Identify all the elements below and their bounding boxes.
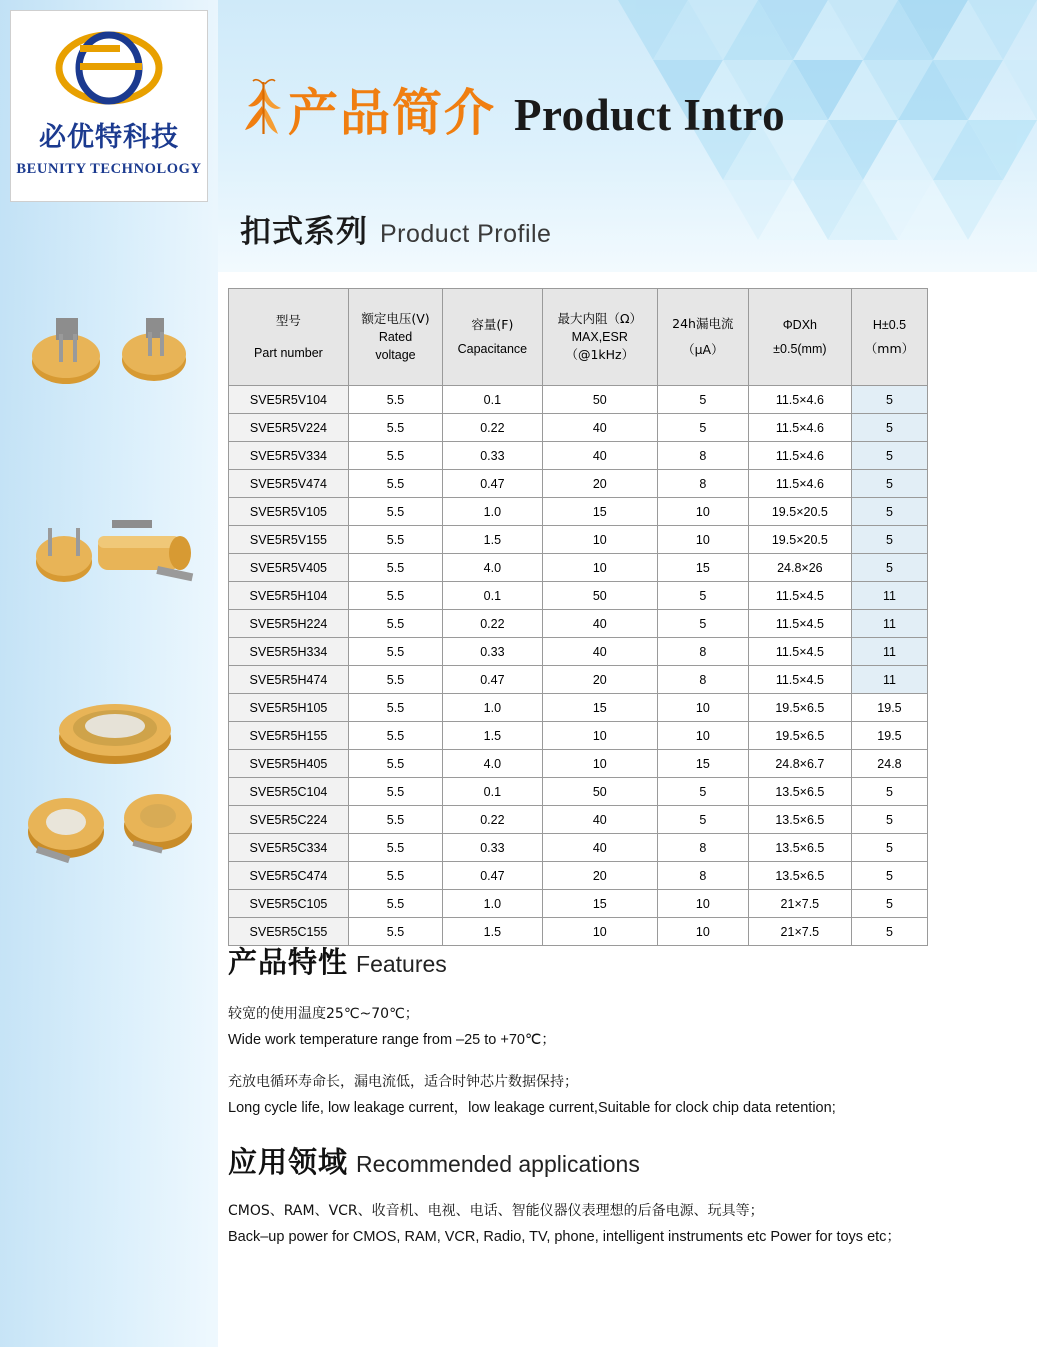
cell-esr: 15	[542, 890, 657, 918]
cell-leakage: 8	[657, 834, 748, 862]
cell-capacitance: 0.22	[443, 806, 543, 834]
cell-esr: 10	[542, 918, 657, 946]
table-row	[229, 638, 928, 666]
table-row	[229, 778, 928, 806]
cell-part-number: SVE5R5H155	[229, 722, 349, 750]
cell-dxh: 21×7.5	[748, 890, 851, 918]
col-leakage-current: 24h漏电流 （μA）	[657, 289, 748, 386]
cell-height: 5	[851, 442, 927, 470]
table-row	[229, 470, 928, 498]
applications-heading	[228, 1140, 640, 1181]
cell-voltage: 5.5	[348, 470, 442, 498]
logo-chinese-name: 必优特科技	[39, 122, 179, 153]
cell-esr: 50	[542, 582, 657, 610]
spec-table-header-row	[229, 289, 928, 386]
cell-esr: 15	[542, 498, 657, 526]
cell-part-number: SVE5R5C334	[229, 834, 349, 862]
cell-voltage: 5.5	[348, 414, 442, 442]
cell-capacitance: 0.47	[443, 862, 543, 890]
spec-table-body	[229, 386, 928, 946]
cell-capacitance: 0.47	[443, 666, 543, 694]
cell-capacitance: 4.0	[443, 750, 543, 778]
cell-voltage: 5.5	[348, 638, 442, 666]
cell-height: 5	[851, 806, 927, 834]
cell-height: 5	[851, 554, 927, 582]
cell-leakage: 15	[657, 750, 748, 778]
applications-line1-chinese: CMOS、RAM、VCR、收音机、电视、电话、智能仪器仪表理想的后备电源、玩具等；	[228, 1203, 764, 1219]
cell-height: 5	[851, 778, 927, 806]
cell-dxh: 19.5×6.5	[748, 722, 851, 750]
cell-voltage: 5.5	[348, 750, 442, 778]
cell-esr: 10	[542, 750, 657, 778]
cell-leakage: 8	[657, 442, 748, 470]
cell-leakage: 10	[657, 526, 748, 554]
cell-part-number: SVE5R5H104	[229, 582, 349, 610]
cell-dxh: 19.5×6.5	[748, 694, 851, 722]
cell-height: 11	[851, 666, 927, 694]
features-line2-chinese: 充放电循环寿命长，漏电流低，适合时钟芯片数据保持；	[228, 1074, 578, 1090]
left-decorative-band	[0, 0, 218, 1347]
cell-esr: 40	[542, 638, 657, 666]
cell-voltage: 5.5	[348, 610, 442, 638]
cell-voltage: 5.5	[348, 526, 442, 554]
table-row	[229, 666, 928, 694]
cell-part-number: SVE5R5V224	[229, 414, 349, 442]
cell-esr: 10	[542, 554, 657, 582]
cell-height: 5	[851, 918, 927, 946]
cell-dxh: 24.8×26	[748, 554, 851, 582]
table-row	[229, 834, 928, 862]
cell-voltage: 5.5	[348, 442, 442, 470]
cell-height: 5	[851, 386, 927, 414]
table-row	[229, 750, 928, 778]
cell-voltage: 5.5	[348, 862, 442, 890]
product-photo-coin-cell-horizontal	[12, 500, 217, 605]
cell-voltage: 5.5	[348, 386, 442, 414]
col-diameter-height: ΦDXh ±0.5(mm)	[748, 289, 851, 386]
features-line2-english: Long cycle life, low leakage current，low leakage current,Suitable for clock chip data retention;	[228, 1100, 836, 1116]
cell-height: 19.5	[851, 722, 927, 750]
cell-height: 5	[851, 526, 927, 554]
cell-dxh: 11.5×4.5	[748, 582, 851, 610]
cell-leakage: 8	[657, 666, 748, 694]
cell-height: 11	[851, 582, 927, 610]
table-row	[229, 526, 928, 554]
cell-voltage: 5.5	[348, 834, 442, 862]
cell-esr: 40	[542, 442, 657, 470]
product-photo-top-view	[40, 690, 190, 770]
col-height: H±0.5 （mm）	[851, 289, 927, 386]
cell-esr: 40	[542, 834, 657, 862]
features-line1-english: Wide work temperature range from –25 to +70℃；	[228, 1032, 556, 1048]
cell-part-number: SVE5R5V474	[229, 470, 349, 498]
page-subtitle-chinese: 扣式系列	[240, 214, 368, 250]
cell-dxh: 19.5×20.5	[748, 498, 851, 526]
cell-dxh: 24.8×6.7	[748, 750, 851, 778]
product-photo-pair	[8, 770, 208, 880]
cell-height: 24.8	[851, 750, 927, 778]
cell-capacitance: 1.0	[443, 694, 543, 722]
table-row	[229, 890, 928, 918]
cell-part-number: SVE5R5C224	[229, 806, 349, 834]
cell-height: 5	[851, 862, 927, 890]
cell-esr: 10	[542, 722, 657, 750]
cell-capacitance: 1.0	[443, 498, 543, 526]
cell-dxh: 21×7.5	[748, 918, 851, 946]
cell-voltage: 5.5	[348, 890, 442, 918]
cell-height: 5	[851, 834, 927, 862]
cell-dxh: 11.5×4.5	[748, 666, 851, 694]
spec-table-container	[228, 288, 928, 946]
col-capacitance: 容量(F) Capacitance	[443, 289, 543, 386]
page-title-chinese: 产品简介	[288, 84, 496, 142]
cell-leakage: 5	[657, 386, 748, 414]
table-row	[229, 610, 928, 638]
cell-dxh: 11.5×4.5	[748, 610, 851, 638]
cell-capacitance: 1.5	[443, 526, 543, 554]
cell-capacitance: 0.1	[443, 778, 543, 806]
table-row	[229, 806, 928, 834]
cell-part-number: SVE5R5V334	[229, 442, 349, 470]
cell-leakage: 8	[657, 470, 748, 498]
cell-voltage: 5.5	[348, 722, 442, 750]
cell-part-number: SVE5R5V105	[229, 498, 349, 526]
cell-capacitance: 0.33	[443, 834, 543, 862]
cell-voltage: 5.5	[348, 554, 442, 582]
cell-esr: 15	[542, 694, 657, 722]
cell-esr: 10	[542, 526, 657, 554]
page-subtitle-english: Product Profile	[380, 220, 552, 248]
cell-capacitance: 0.47	[443, 470, 543, 498]
cell-dxh: 11.5×4.5	[748, 638, 851, 666]
cell-height: 5	[851, 890, 927, 918]
table-row	[229, 722, 928, 750]
page-title-english: Product Intro	[514, 90, 786, 140]
cell-leakage: 5	[657, 414, 748, 442]
cell-part-number: SVE5R5C474	[229, 862, 349, 890]
cell-esr: 50	[542, 386, 657, 414]
cell-esr: 40	[542, 414, 657, 442]
cell-dxh: 11.5×4.6	[748, 470, 851, 498]
page-subtitle	[240, 206, 551, 251]
cell-voltage: 5.5	[348, 498, 442, 526]
left-band-gradient	[0, 0, 218, 1347]
cell-esr: 20	[542, 862, 657, 890]
cell-voltage: 5.5	[348, 918, 442, 946]
cell-part-number: SVE5R5H474	[229, 666, 349, 694]
features-heading	[228, 940, 447, 981]
col-rated-voltage: 额定电压(V) Rated voltage	[348, 289, 442, 386]
features-heading-chinese: 产品特性	[228, 945, 349, 979]
col-part-number: 型号 Part number	[229, 289, 349, 386]
cell-leakage: 10	[657, 722, 748, 750]
cell-leakage: 10	[657, 694, 748, 722]
cell-part-number: SVE5R5H105	[229, 694, 349, 722]
cell-height: 11	[851, 610, 927, 638]
cell-voltage: 5.5	[348, 582, 442, 610]
company-logo-box	[10, 10, 208, 202]
cell-dxh: 11.5×4.6	[748, 442, 851, 470]
cell-voltage: 5.5	[348, 694, 442, 722]
cell-capacitance: 0.1	[443, 386, 543, 414]
table-row	[229, 694, 928, 722]
applications-heading-chinese: 应用领域	[228, 1145, 349, 1179]
cell-voltage: 5.5	[348, 778, 442, 806]
table-row	[229, 862, 928, 890]
cell-part-number: SVE5R5H224	[229, 610, 349, 638]
cell-voltage: 5.5	[348, 666, 442, 694]
cell-part-number: SVE5R5C155	[229, 918, 349, 946]
cell-leakage: 5	[657, 806, 748, 834]
cell-part-number: SVE5R5C105	[229, 890, 349, 918]
table-row	[229, 554, 928, 582]
cell-voltage: 5.5	[348, 806, 442, 834]
cell-part-number: SVE5R5H405	[229, 750, 349, 778]
cell-esr: 40	[542, 806, 657, 834]
logo-english-name: BEUNITY TECHNOLOGY	[16, 161, 202, 177]
applications-heading-english: Recommended applications	[356, 1151, 640, 1177]
cell-dxh: 13.5×6.5	[748, 778, 851, 806]
cell-dxh: 11.5×4.6	[748, 414, 851, 442]
spec-table	[228, 288, 928, 946]
cell-capacitance: 1.5	[443, 918, 543, 946]
cell-dxh: 13.5×6.5	[748, 862, 851, 890]
table-row	[229, 442, 928, 470]
cell-capacitance: 0.33	[443, 442, 543, 470]
table-row	[229, 582, 928, 610]
cell-leakage: 8	[657, 862, 748, 890]
cell-dxh: 13.5×6.5	[748, 834, 851, 862]
cell-capacitance: 0.1	[443, 582, 543, 610]
cell-height: 5	[851, 414, 927, 442]
cell-capacitance: 1.5	[443, 722, 543, 750]
features-line1-chinese: 较宽的使用温度25℃~70℃；	[228, 1006, 419, 1022]
cell-esr: 40	[542, 610, 657, 638]
cell-leakage: 10	[657, 890, 748, 918]
col-max-esr: 最大内阻（Ω） MAX,ESR （@1kHz）	[542, 289, 657, 386]
cell-dxh: 13.5×6.5	[748, 806, 851, 834]
cell-leakage: 5	[657, 610, 748, 638]
cell-dxh: 11.5×4.6	[748, 386, 851, 414]
cell-leakage: 15	[657, 554, 748, 582]
cell-leakage: 5	[657, 778, 748, 806]
cell-part-number: SVE5R5H334	[229, 638, 349, 666]
cell-capacitance: 0.22	[443, 610, 543, 638]
cell-esr: 20	[542, 666, 657, 694]
company-logo-icon	[50, 25, 168, 111]
table-row	[229, 386, 928, 414]
applications-line1-english: Back–up power for CMOS, RAM, VCR, Radio, TV, phone, intelligent instruments etc Power for toys etc；	[228, 1229, 901, 1245]
table-row	[229, 498, 928, 526]
table-row	[229, 414, 928, 442]
product-photo-coin-cell-vertical	[18, 300, 210, 410]
cell-dxh: 19.5×20.5	[748, 526, 851, 554]
cell-leakage: 10	[657, 498, 748, 526]
features-heading-english: Features	[356, 951, 447, 977]
cell-capacitance: 0.33	[443, 638, 543, 666]
cell-height: 5	[851, 498, 927, 526]
cell-part-number: SVE5R5V155	[229, 526, 349, 554]
cell-part-number: SVE5R5C104	[229, 778, 349, 806]
cell-capacitance: 0.22	[443, 414, 543, 442]
cell-height: 19.5	[851, 694, 927, 722]
cell-part-number: SVE5R5V405	[229, 554, 349, 582]
cell-capacitance: 1.0	[443, 890, 543, 918]
cell-leakage: 10	[657, 918, 748, 946]
page-title	[240, 84, 786, 158]
cell-height: 11	[851, 638, 927, 666]
cell-capacitance: 4.0	[443, 554, 543, 582]
cell-part-number: SVE5R5V104	[229, 386, 349, 414]
cell-height: 5	[851, 470, 927, 498]
cell-leakage: 5	[657, 582, 748, 610]
cell-esr: 20	[542, 470, 657, 498]
spec-table-head	[229, 289, 928, 386]
cell-esr: 50	[542, 778, 657, 806]
cell-leakage: 8	[657, 638, 748, 666]
